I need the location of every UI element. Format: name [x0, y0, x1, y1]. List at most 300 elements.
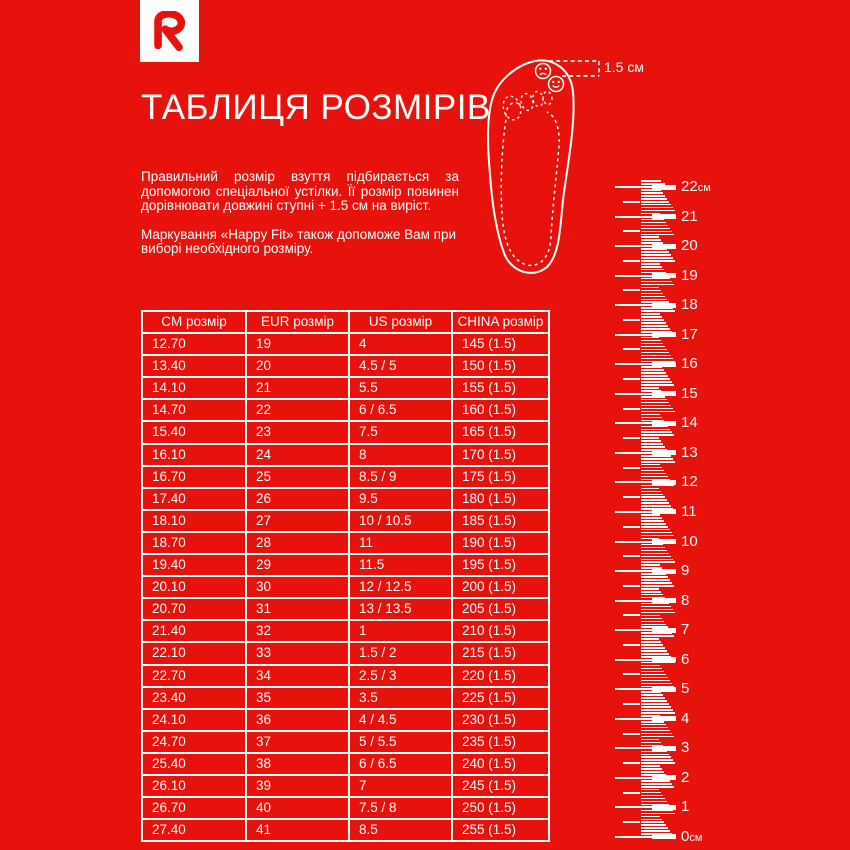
ruler-mm-tick [641, 594, 663, 596]
ruler-mm-tick [641, 635, 674, 637]
foot-toes [501, 91, 553, 122]
table-row [142, 377, 549, 399]
ruler-mm-tick [641, 650, 667, 652]
ruler-mm-tick [641, 517, 662, 519]
ruler-mm-tick [641, 405, 671, 407]
ruler-half-tick [623, 230, 640, 232]
ruler-mm-tick [641, 786, 674, 788]
table-row [142, 532, 549, 554]
table-cell: 11.5 [349, 554, 452, 576]
ruler-mm-tick [641, 694, 663, 696]
ruler-mm-tick [641, 742, 661, 744]
table-cell: 160 (1.5) [452, 399, 549, 421]
ruler-label: 3 [681, 739, 690, 757]
table-cell: 9.5 [349, 488, 452, 510]
table-cell: 14.70 [142, 399, 246, 421]
ruler-half-tick [623, 378, 640, 380]
table-row [142, 709, 549, 731]
ruler-mm-tick [641, 612, 675, 614]
ruler-mm-tick [641, 668, 662, 670]
ruler-half-tick [623, 348, 640, 350]
table-cell: 26 [246, 488, 349, 510]
ruler-mm-tick [641, 683, 672, 685]
ruler-mm-tick [641, 653, 669, 655]
table-row [142, 488, 549, 510]
table-cell: 185 (1.5) [452, 510, 549, 532]
ruler-mm-tick [641, 556, 671, 558]
ruler-mm-tick [641, 467, 662, 469]
ruler-mm-tick [641, 207, 673, 209]
ruler-mm-tick [641, 615, 660, 617]
ruler-mm-tick [641, 349, 667, 351]
ruler-half-tick [623, 437, 640, 439]
table-row [142, 355, 549, 377]
ruler-mm-tick [641, 632, 672, 634]
ruler-label: 10 [681, 532, 698, 550]
table-cell: 22.10 [142, 642, 246, 664]
table-cell: 13 / 13.5 [349, 598, 452, 620]
table-cell: 175 (1.5) [452, 466, 549, 488]
ruler-mm-tick [641, 821, 664, 823]
ruler-mm-tick [641, 674, 666, 676]
table-row [142, 333, 549, 355]
ruler-label: 15 [681, 384, 698, 402]
ruler-label: 8 [681, 591, 690, 609]
ruler-mm-tick [641, 641, 661, 643]
ruler-label: 17 [681, 325, 698, 343]
table-cell: 34 [246, 665, 349, 687]
ruler-mm-tick [641, 644, 663, 646]
ruler-mm-tick [641, 496, 665, 498]
ruler-mm-tick [641, 733, 672, 735]
ruler-mm-tick [641, 458, 673, 460]
ruler-mm-tick [641, 426, 668, 428]
measure-label: 1.5 см [604, 59, 644, 75]
ruler-mm-tick [641, 228, 670, 230]
ruler-mm-tick [641, 307, 673, 309]
ruler-mm-tick [641, 665, 660, 667]
table-row [142, 665, 549, 687]
table-cell: 215 (1.5) [452, 642, 549, 664]
ruler-mm-tick [641, 765, 660, 767]
table-cell: 25.40 [142, 753, 246, 775]
table-cell: 27 [246, 510, 349, 532]
ruler-mm-tick [641, 387, 659, 389]
ruler-mm-tick [641, 609, 673, 611]
ruler-mm-tick [641, 337, 659, 339]
ruler [593, 178, 723, 847]
table-row [142, 510, 549, 532]
table-cell: 4.5 / 5 [349, 355, 452, 377]
ruler-mm-tick [641, 225, 668, 227]
column-header: CHINA розмір [452, 311, 549, 333]
ruler-label: 19 [681, 266, 698, 284]
ruler-mm-tick [641, 366, 662, 368]
table-cell: 200 (1.5) [452, 576, 549, 598]
table-cell: 255 (1.5) [452, 819, 549, 841]
table-cell: 16.10 [142, 444, 246, 466]
ruler-mm-tick [641, 576, 668, 578]
size-table [141, 310, 550, 842]
table-cell: 41 [246, 819, 349, 841]
ruler-mm-tick [641, 231, 672, 233]
ruler-mm-tick [641, 827, 668, 829]
ruler-mm-tick [641, 325, 668, 327]
sad-face-icon [536, 64, 551, 79]
table-row [142, 466, 549, 488]
intro-paragraph-2: Маркування «Happy Fit» також допоможе Вам при виборі необхідного розміру. [141, 226, 457, 256]
table-cell: 12.70 [142, 333, 246, 355]
reima-logo [140, 0, 199, 62]
table-cell: 8 [349, 444, 452, 466]
ruler-mm-tick [641, 830, 670, 832]
ruler-label: 2 [681, 768, 690, 786]
ruler-mm-tick [641, 369, 664, 371]
ruler-half-tick [623, 526, 640, 528]
ruler-mm-tick [641, 355, 671, 357]
column-header: CM розмір [142, 311, 246, 333]
table-cell: 32 [246, 620, 349, 642]
ruler-mm-tick [641, 561, 675, 563]
ruler-mm-tick [641, 505, 671, 507]
ruler-mm-tick [641, 529, 670, 531]
table-cell: 14.10 [142, 377, 246, 399]
ruler-mm-tick [641, 358, 673, 360]
table-cell: 3.5 [349, 687, 452, 709]
foot-outline [501, 103, 559, 266]
ruler-mm-tick [641, 730, 670, 732]
ruler-mm-tick [641, 544, 663, 546]
ruler-half-tick [623, 703, 640, 705]
ruler-mm-tick [641, 754, 669, 756]
table-cell: 7.5 / 8 [349, 797, 452, 819]
ruler-mm-tick [641, 290, 661, 292]
ruler-mm-tick [641, 343, 663, 345]
table-cell: 8.5 / 9 [349, 466, 452, 488]
ruler-mm-tick [641, 437, 659, 439]
ruler-mm-tick [641, 638, 659, 640]
ruler-half-tick [623, 260, 640, 262]
table-cell: 220 (1.5) [452, 665, 549, 687]
ruler-mm-tick [641, 559, 673, 561]
ruler-mm-tick [641, 328, 670, 330]
table-cell: 205 (1.5) [452, 598, 549, 620]
ruler-label: 13 [681, 443, 698, 461]
ruler-mm-tick [641, 402, 669, 404]
ruler-half-tick [623, 792, 640, 794]
ruler-half-tick [623, 733, 640, 735]
ruler-mm-tick [641, 281, 672, 283]
ruler-mm-tick [641, 553, 669, 555]
ruler-half-tick [623, 614, 640, 616]
table-cell: 7 [349, 775, 452, 797]
table-cell: 5.5 [349, 377, 452, 399]
table-cell: 165 (1.5) [452, 421, 549, 443]
ruler-mm-tick [641, 520, 664, 522]
ruler-label: 22см [681, 178, 711, 195]
ruler-mm-tick [641, 585, 674, 587]
ruler-mm-tick [641, 771, 664, 773]
ruler-mm-tick [641, 547, 665, 549]
ruler-mm-tick [641, 263, 660, 265]
ruler-cm-tick-bold [652, 834, 676, 839]
ruler-mm-tick [641, 378, 670, 380]
ruler-mm-tick [641, 751, 667, 753]
ruler-mm-tick [641, 526, 668, 528]
ruler-mm-tick [641, 461, 675, 463]
ruler-mm-tick [641, 473, 666, 475]
ruler-label: 9 [681, 562, 690, 580]
ruler-mm-tick [641, 313, 660, 315]
ruler-mm-tick [641, 792, 661, 794]
table-cell: 11 [349, 532, 452, 554]
table-row [142, 421, 549, 443]
ruler-mm-tick [641, 210, 675, 212]
table-cell: 16.70 [142, 466, 246, 488]
table-row [142, 731, 549, 753]
ruler-mm-tick [641, 319, 664, 321]
ruler-mm-tick [641, 299, 667, 301]
table-row [142, 687, 549, 709]
table-cell: 250 (1.5) [452, 797, 549, 819]
ruler-half-tick [623, 289, 640, 291]
ruler-label: 1 [681, 798, 690, 816]
ruler-mm-tick [641, 183, 665, 185]
ruler-mm-tick [641, 310, 675, 312]
ruler-mm-tick [641, 266, 662, 268]
ruler-mm-tick [641, 647, 665, 649]
ruler-mm-tick [641, 783, 672, 785]
table-cell: 23.40 [142, 687, 246, 709]
ruler-mm-tick [641, 485, 674, 487]
ruler-mm-tick [641, 429, 670, 431]
table-cell: 6 / 6.5 [349, 399, 452, 421]
insole-outline [488, 60, 574, 273]
ruler-mm-tick [641, 269, 664, 271]
ruler-mm-tick [641, 532, 672, 534]
ruler-mm-tick [641, 618, 662, 620]
table-cell: 15.40 [142, 421, 246, 443]
ruler-label: 16 [681, 355, 698, 373]
ruler-mm-tick [641, 706, 671, 708]
ruler-mm-tick [641, 352, 669, 354]
ruler-mm-tick [641, 588, 659, 590]
table-cell: 25 [246, 466, 349, 488]
table-cell: 38 [246, 753, 349, 775]
ruler-mm-tick [641, 677, 668, 679]
ruler-mm-tick [641, 499, 667, 501]
table-cell: 170 (1.5) [452, 444, 549, 466]
table-cell: 13.40 [142, 355, 246, 377]
ruler-mm-tick [641, 816, 660, 818]
ruler-mm-tick [641, 727, 668, 729]
ruler-label: 18 [681, 296, 698, 314]
ruler-mm-tick [641, 691, 661, 693]
ruler-mm-tick [641, 736, 674, 738]
table-cell: 8.5 [349, 819, 452, 841]
ruler-half-tick [623, 496, 640, 498]
column-header: EUR розмір [246, 311, 349, 333]
ruler-mm-tick [641, 813, 675, 815]
ruler-mm-tick [641, 434, 674, 436]
ruler-half-tick [623, 673, 640, 675]
table-cell: 20.70 [142, 598, 246, 620]
table-cell: 26.10 [142, 775, 246, 797]
ruler-mm-tick [641, 476, 668, 478]
table-cell: 21.40 [142, 620, 246, 642]
table-cell: 29 [246, 554, 349, 576]
reima-r-icon [152, 11, 187, 53]
table-cell: 12 / 12.5 [349, 576, 452, 598]
ruler-mm-tick [641, 219, 664, 221]
ruler-mm-tick [641, 440, 661, 442]
table-cell: 210 (1.5) [452, 620, 549, 642]
ruler-mm-tick [641, 399, 667, 401]
ruler-mm-tick [641, 443, 663, 445]
table-cell: 195 (1.5) [452, 554, 549, 576]
ruler-label: 12 [681, 473, 698, 491]
table-cell: 18.10 [142, 510, 246, 532]
table-cell: 36 [246, 709, 349, 731]
ruler-mm-tick [641, 721, 664, 723]
ruler-mm-tick [641, 287, 659, 289]
ruler-mm-tick [641, 180, 661, 182]
ruler-mm-tick [641, 284, 674, 286]
table-row [142, 399, 549, 421]
ruler-mm-tick [641, 222, 666, 224]
ruler-mm-tick [641, 780, 670, 782]
table-cell: 17.40 [142, 488, 246, 510]
ruler-mm-tick [641, 759, 673, 761]
ruler-mm-tick [641, 550, 667, 552]
ruler-half-tick [623, 585, 640, 587]
table-cell: 30 [246, 576, 349, 598]
table-row [142, 775, 549, 797]
ruler-half-tick [623, 644, 640, 646]
table-cell: 28 [246, 532, 349, 554]
ruler-mm-tick [641, 502, 669, 504]
ruler-mm-tick [641, 680, 670, 682]
table-cell: 27.40 [142, 819, 246, 841]
table-cell: 21 [246, 377, 349, 399]
table-cell: 22.70 [142, 665, 246, 687]
table-cell: 6 / 6.5 [349, 753, 452, 775]
ruler-mm-tick [641, 810, 673, 812]
ruler-mm-tick [641, 789, 659, 791]
ruler-mm-tick [641, 251, 669, 253]
ruler-mm-tick [641, 340, 661, 342]
ruler-mm-tick [641, 671, 664, 673]
ruler-mm-tick [641, 603, 669, 605]
ruler-mm-tick [641, 396, 665, 398]
ruler-mm-tick [641, 455, 671, 457]
table-cell: 2.5 / 3 [349, 665, 452, 687]
ruler-mm-tick [641, 296, 665, 298]
ruler-label: 0см [681, 827, 703, 845]
ruler-mm-tick [641, 254, 671, 256]
ruler-mm-tick [641, 417, 662, 419]
ruler-mm-tick [641, 198, 667, 200]
ruler-mm-tick [641, 346, 665, 348]
intro-text [141, 170, 459, 271]
table-row [142, 444, 549, 466]
page-title: ТАБЛИЦЯ РОЗМІРІВ [141, 88, 491, 127]
ruler-mm-tick [641, 697, 665, 699]
ruler-mm-tick [641, 762, 675, 764]
ruler-mm-tick [641, 322, 666, 324]
ruler-half-tick [623, 408, 640, 410]
table-cell: 40 [246, 797, 349, 819]
table-cell: 35 [246, 687, 349, 709]
table-cell: 150 (1.5) [452, 355, 549, 377]
ruler-mm-tick [641, 470, 664, 472]
table-row [142, 554, 549, 576]
table-row [142, 598, 549, 620]
table-cell: 39 [246, 775, 349, 797]
ruler-mm-tick [641, 446, 665, 448]
ruler-mm-tick [641, 798, 665, 800]
table-cell: 18.70 [142, 532, 246, 554]
table-cell: 4 / 4.5 [349, 709, 452, 731]
ruler-mm-tick [641, 606, 671, 608]
ruler-half-tick [623, 821, 640, 823]
table-cell: 4 [349, 333, 452, 355]
ruler-label: 11 [681, 502, 697, 520]
ruler-mm-tick [641, 724, 666, 726]
ruler-mm-tick [641, 260, 675, 262]
table-cell: 235 (1.5) [452, 731, 549, 753]
ruler-mm-tick [641, 381, 672, 383]
ruler-half-tick [623, 555, 640, 557]
ruler-half-tick [623, 467, 640, 469]
ruler-mm-tick [641, 582, 672, 584]
ruler-mm-tick [641, 621, 664, 623]
ruler-mm-tick [641, 700, 667, 702]
ruler-mm-tick [641, 464, 660, 466]
ruler-label: 6 [681, 650, 690, 668]
ruler-mm-tick [641, 564, 660, 566]
ruler-mm-tick [641, 411, 675, 413]
table-cell: 37 [246, 731, 349, 753]
ruler-mm-tick [641, 431, 672, 433]
table-cell: 24.70 [142, 731, 246, 753]
ruler-mm-tick [641, 248, 667, 250]
ruler-mm-tick [641, 801, 667, 803]
table-cell: 10 / 10.5 [349, 510, 452, 532]
table-cell: 22 [246, 399, 349, 421]
table-cell: 33 [246, 642, 349, 664]
table-row [142, 620, 549, 642]
table-cell: 19 [246, 333, 349, 355]
ruler-mm-tick [641, 624, 666, 626]
ruler-mm-tick [641, 408, 673, 410]
table-row [142, 797, 549, 819]
ruler-mm-tick [641, 384, 674, 386]
table-cell: 20 [246, 355, 349, 377]
ruler-mm-tick [641, 819, 662, 821]
column-header: US розмір [349, 311, 452, 333]
ruler-label: 14 [681, 414, 698, 432]
ruler-mm-tick [641, 591, 661, 593]
ruler-label: 5 [681, 680, 690, 698]
ruler-label: 4 [681, 709, 690, 727]
size-table-body [142, 333, 549, 841]
ruler-mm-tick [641, 372, 666, 374]
table-cell: 26.70 [142, 797, 246, 819]
ruler-mm-tick [641, 488, 659, 490]
ruler-half-tick [623, 319, 640, 321]
table-cell: 23 [246, 421, 349, 443]
